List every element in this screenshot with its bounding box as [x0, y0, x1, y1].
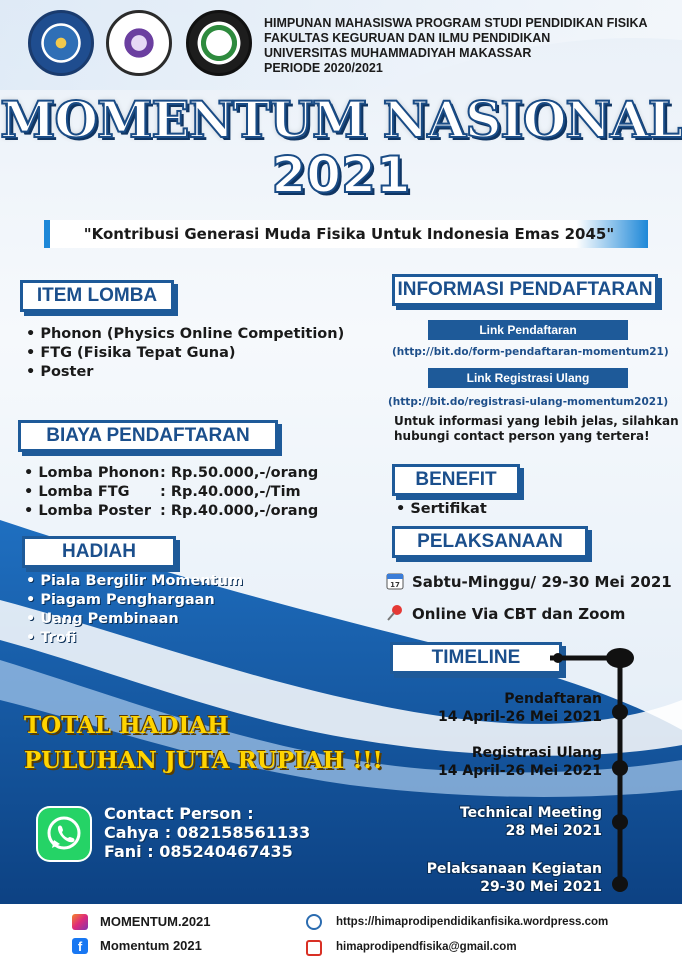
list-item: • Piagam Penghargaan: [26, 592, 215, 608]
list-item: • Uang Pembinaan: [26, 611, 179, 627]
email-link[interactable]: himaprodipendfisika@gmail.com: [336, 941, 517, 953]
pelaksanaan-place-row: [386, 604, 625, 623]
pelaksanaan-date: Sabtu-Minggu/ 29-30 Mei 2021: [412, 573, 672, 591]
event-title: MOMENTUM NASIONAL: [0, 90, 682, 149]
contact-block: [104, 804, 310, 861]
whatsapp-icon: [36, 806, 92, 862]
timeline-item-registrasi: [438, 744, 602, 780]
biaya-list: [24, 464, 318, 521]
biaya-label: • Lomba Poster: [24, 503, 151, 519]
biaya-row: [24, 464, 318, 483]
hima-logo: [106, 10, 172, 76]
link-pendaftaran-url[interactable]: (http://bit.do/form-pendaftaran-momentum21): [392, 346, 669, 358]
timeline-name: Registrasi Ulang: [471, 745, 602, 761]
momentum-logo: [186, 10, 252, 76]
contact-person: Cahya : 082158561133: [104, 823, 311, 842]
org-line: FAKULTAS KEGURUAN DAN ILMU PENDIDIKAN: [264, 31, 551, 45]
calendar-icon: [386, 572, 404, 590]
timeline-item-technical: [460, 804, 602, 840]
instagram-handle[interactable]: MOMENTUM.2021: [100, 914, 211, 929]
timeline-name: Pendaftaran: [504, 691, 602, 707]
pelaksanaan-place: Online Via CBT dan Zoom: [412, 605, 626, 623]
timeline-date: 14 April-26 Mei 2021: [438, 709, 602, 725]
facebook-icon: f: [72, 938, 88, 954]
timeline-item-pelaksanaan: [427, 860, 602, 896]
facebook-handle[interactable]: Momentum 2021: [100, 938, 202, 953]
footer: [0, 904, 682, 960]
info-note-line: Untuk informasi yang lebih jelas, silahkan: [394, 414, 679, 428]
pelaksanaan-date-row: [386, 572, 672, 591]
gmail-icon: [306, 940, 322, 956]
calendar-day: 17: [390, 581, 400, 589]
instagram-icon: [72, 914, 88, 930]
hadiah-heading: HADIAH: [22, 536, 176, 568]
timeline-name: Technical Meeting: [459, 805, 602, 821]
total-hadiah-line2: PULUHAN JUTA RUPIAH !!!: [24, 747, 383, 774]
item-lomba-heading: ITEM LOMBA: [20, 280, 174, 312]
info-note: [394, 414, 679, 444]
biaya-value: : Rp.40.000,-/orang: [160, 503, 319, 519]
list-item: • Trofi: [26, 630, 77, 646]
biaya-value: : Rp.40.000,-/Tim: [160, 484, 301, 500]
timeline-date: 28 Mei 2021: [505, 823, 602, 839]
list-item: • FTG (Fisika Tepat Guna): [26, 345, 236, 361]
total-hadiah-line1: TOTAL HADIAH: [24, 712, 229, 739]
biaya-row: [24, 483, 318, 502]
benefit-item: • Sertifikat: [396, 501, 487, 517]
informasi-heading: INFORMASI PENDAFTARAN: [392, 274, 658, 306]
org-line: HIMPUNAN MAHASISWA PROGRAM STUDI PENDIDIKAN FISIKA: [264, 16, 648, 30]
link-registrasi-url[interactable]: (http://bit.do/registrasi-ulang-momentum2021): [388, 396, 669, 408]
list-item: • Poster: [26, 364, 94, 380]
biaya-heading: BIAYA PENDAFTARAN: [18, 420, 278, 452]
timeline-heading: TIMELINE: [390, 642, 562, 674]
info-note-line: hubungi contact person yang tertera!: [394, 429, 650, 443]
pushpin-icon: [386, 604, 404, 622]
timeline-name: Pelaksanaan Kegiatan: [426, 861, 602, 877]
benefit-heading: BENEFIT: [392, 464, 520, 496]
org-line: UNIVERSITAS MUHAMMADIYAH MAKASSAR: [264, 46, 532, 60]
biaya-label: • Lomba Phonon: [24, 465, 160, 481]
biaya-label: • Lomba FTG: [24, 484, 130, 500]
list-item: • Piala Bergilir Momentum: [26, 573, 244, 589]
link-pendaftaran-label: Link Pendaftaran: [428, 320, 628, 340]
timeline-item-pendaftaran: [438, 690, 602, 726]
org-line: PERIODE 2020/2021: [264, 61, 383, 75]
biaya-row: [24, 502, 318, 521]
list-item: • Phonon (Physics Online Competition): [26, 326, 345, 342]
event-year: 2021: [271, 146, 411, 204]
timeline-date: 29-30 Mei 2021: [480, 879, 602, 895]
hadiah-list: [26, 572, 243, 648]
organization-block: [264, 16, 648, 76]
link-registrasi-label: Link Registrasi Ulang: [428, 368, 628, 388]
website-link[interactable]: https://himaprodipendidikanfisika.wordpress.com: [336, 916, 609, 928]
university-logo: [28, 10, 94, 76]
timeline-date: 14 April-26 Mei 2021: [438, 763, 602, 779]
biaya-value: : Rp.50.000,-/orang: [160, 465, 319, 481]
globe-icon: [306, 914, 322, 930]
contact-heading: Contact Person :: [104, 804, 254, 823]
pelaksanaan-heading: PELAKSANAAN: [392, 526, 588, 558]
contact-person: Fani : 085240467435: [104, 842, 293, 861]
item-lomba-list: [26, 325, 344, 382]
event-tagline: "Kontribusi Generasi Muda Fisika Untuk Indonesia Emas 2045": [44, 220, 648, 248]
